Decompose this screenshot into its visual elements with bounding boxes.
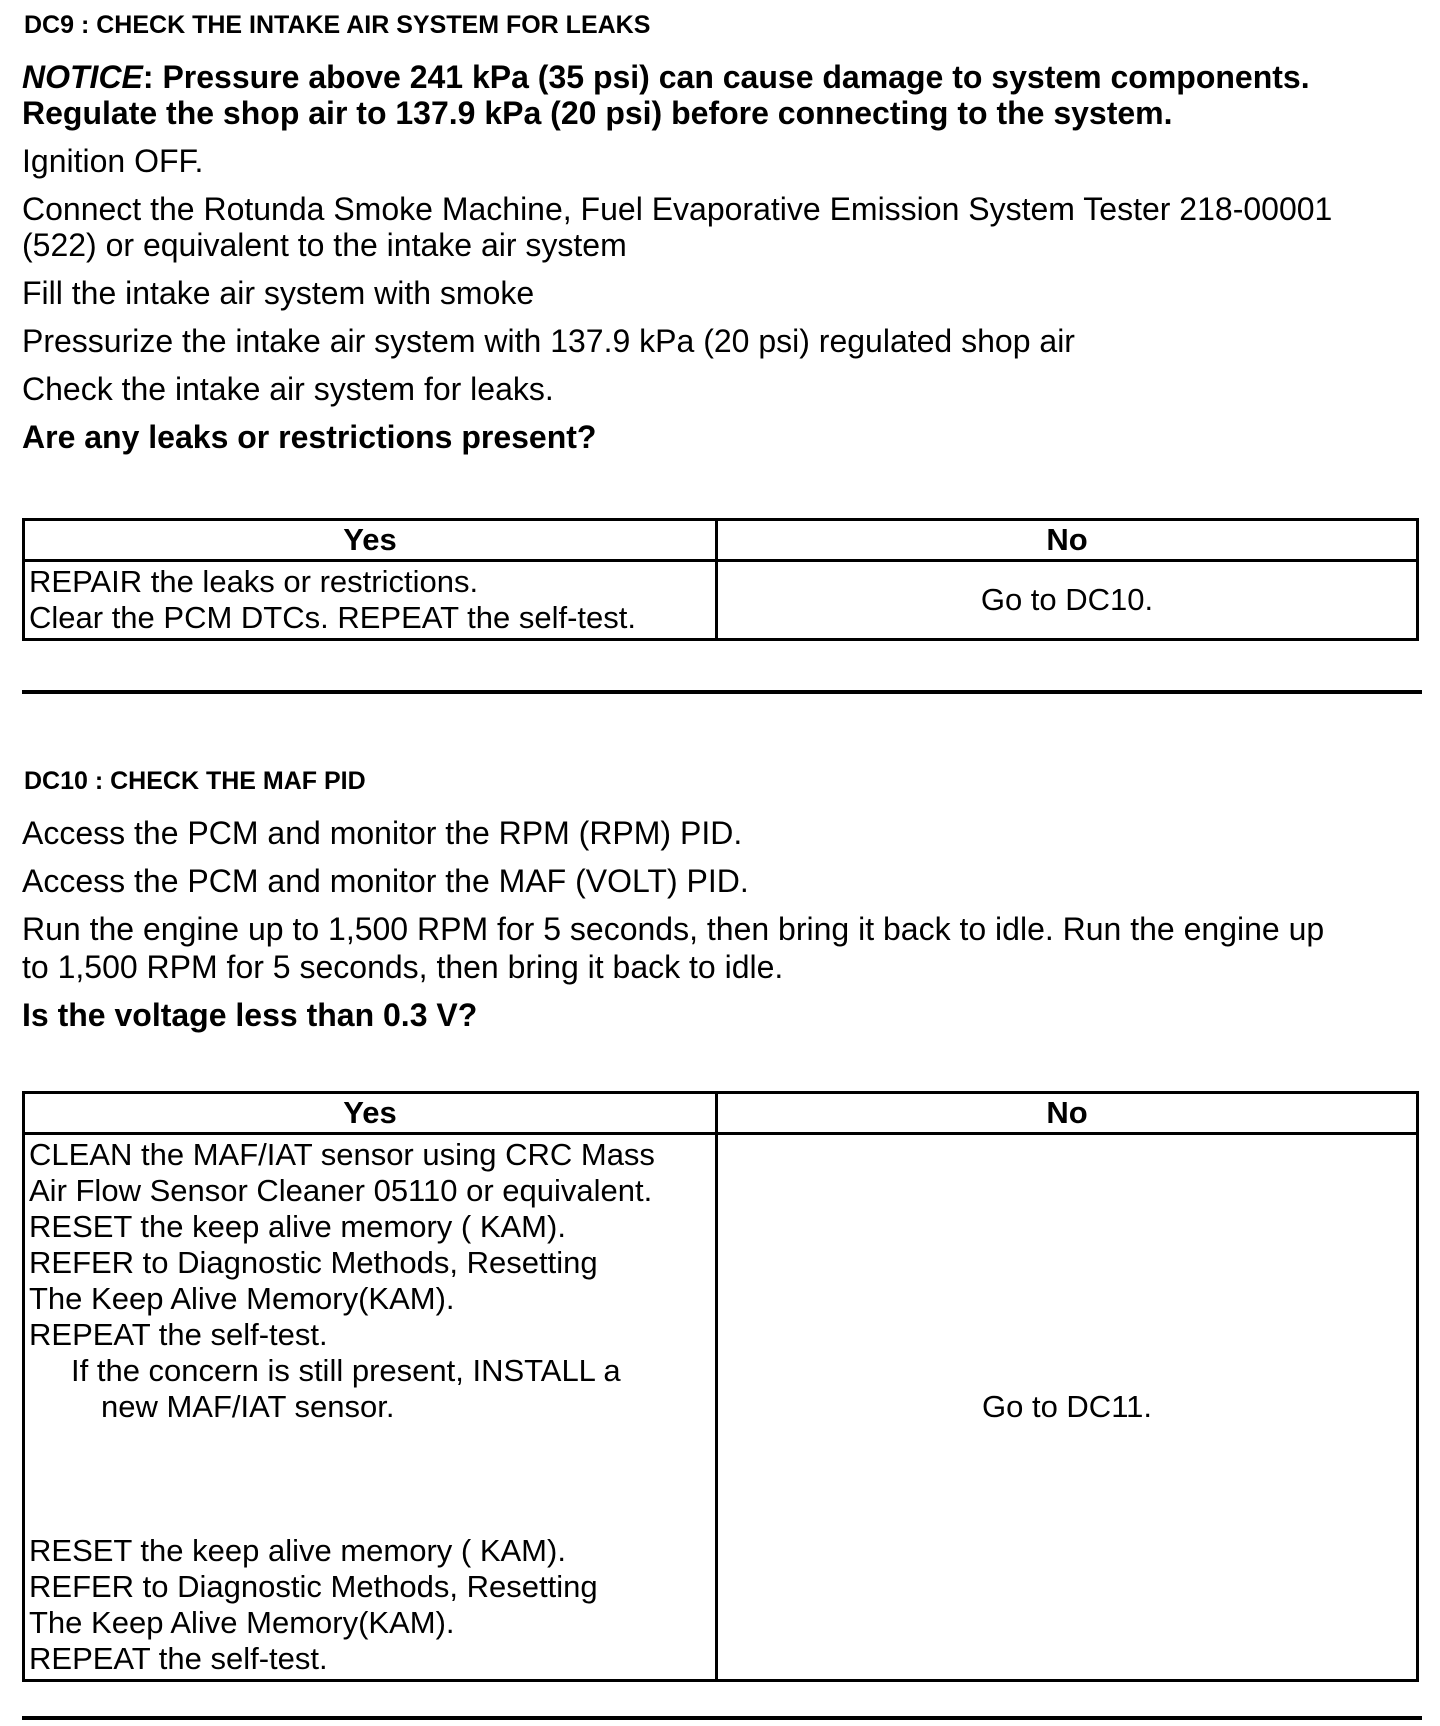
dc9-yes-header: Yes [24,520,717,561]
dc9-yes-line: REPAIR the leaks or restrictions. [29,564,479,599]
dc9-table-header-row [24,520,1418,561]
dc10-yes-spacer [29,1425,711,1533]
dc10-table-body-row [24,1134,1418,1681]
dc9-yes-line: Clear the PCM DTCs. REPEAT the self-test. [29,600,636,635]
dc10-yes-indented-line: If the concern is still present, INSTALL a [71,1353,621,1388]
dc10-yes-indented-line: new MAF/IAT sensor. [101,1389,395,1424]
dc10-yes-line: Air Flow Sensor Cleaner 05110 or equivalent. [29,1173,653,1208]
dc9-no-cell: Go to DC10. [717,561,1418,640]
dc10-no-header: No [717,1093,1418,1134]
dc9-notice-label: NOTICE [22,59,143,95]
dc10-yes-line: The Keep Alive Memory(KAM). [29,1605,455,1640]
dc10-yes-line: CLEAN the MAF/IAT sensor using CRC Mass [29,1137,655,1172]
dc10-step-run-cont: to 1,500 RPM for 5 seconds, then bring it back to idle. [22,949,784,985]
dc10-yes-line: REFER to Diagnostic Methods, Resetting [29,1569,598,1604]
dc10-yes-line: REPEAT the self-test. [29,1317,328,1352]
dc10-step-maf: Access the PCM and monitor the MAF (VOLT) PID. [22,863,749,899]
dc9-question: Are any leaks or restrictions present? [22,419,597,455]
dc10-yes-line: REFER to Diagnostic Methods, Resetting [29,1245,598,1280]
dc9-step-pressurize: Pressurize the intake air system with 137.9 kPa (20 psi) regulated shop air [22,323,1075,359]
dc9-table-body-row [24,561,1418,640]
section-divider [22,690,1422,694]
dc9-yes-no-table [22,518,1419,641]
dc9-notice-line-1 [22,58,1310,96]
dc10-heading: DC10 : CHECK THE MAF PID [24,767,366,795]
dc10-step-run: Run the engine up to 1,500 RPM for 5 seconds, then bring it back to idle. Run the engine up [22,911,1325,947]
dc10-yes-line: The Keep Alive Memory(KAM). [29,1281,455,1316]
dc9-notice-text-1: : Pressure above 241 kPa (35 psi) can cause damage to system components. [142,59,1310,95]
dc9-step-check: Check the intake air system for leaks. [22,371,554,407]
dc10-yes-line: REPEAT the self-test. [29,1641,328,1676]
dc10-step-rpm: Access the PCM and monitor the RPM (RPM) PID. [22,815,743,851]
dc9-yes-cell [24,561,717,640]
dc10-yes-header: Yes [24,1093,717,1134]
dc10-no-cell: Go to DC11. [717,1134,1418,1681]
dc9-step-fill: Fill the intake air system with smoke [22,275,535,311]
dc9-no-header: No [717,520,1418,561]
dc10-table-header-row [24,1093,1418,1134]
dc9-step-connect: Connect the Rotunda Smoke Machine, Fuel Evaporative Emission System Tester 218-00001 [22,191,1333,227]
dc9-step-ignition: Ignition OFF. [22,143,204,179]
dc9-step-connect-cont: (522) or equivalent to the intake air system [22,227,627,263]
dc9-notice-line-2: Regulate the shop air to 137.9 kPa (20 psi) before connecting to the system. [22,95,1173,131]
section-divider-bottom [22,1716,1422,1720]
dc10-yes-line: RESET the keep alive memory ( KAM). [29,1533,566,1568]
dc10-yes-no-table [22,1091,1419,1682]
dc10-yes-cell [24,1134,717,1681]
dc9-heading: DC9 : CHECK THE INTAKE AIR SYSTEM FOR LEAKS [24,11,651,39]
dc10-yes-line: RESET the keep alive memory ( KAM). [29,1209,566,1244]
dc10-question: Is the voltage less than 0.3 V? [22,997,478,1033]
